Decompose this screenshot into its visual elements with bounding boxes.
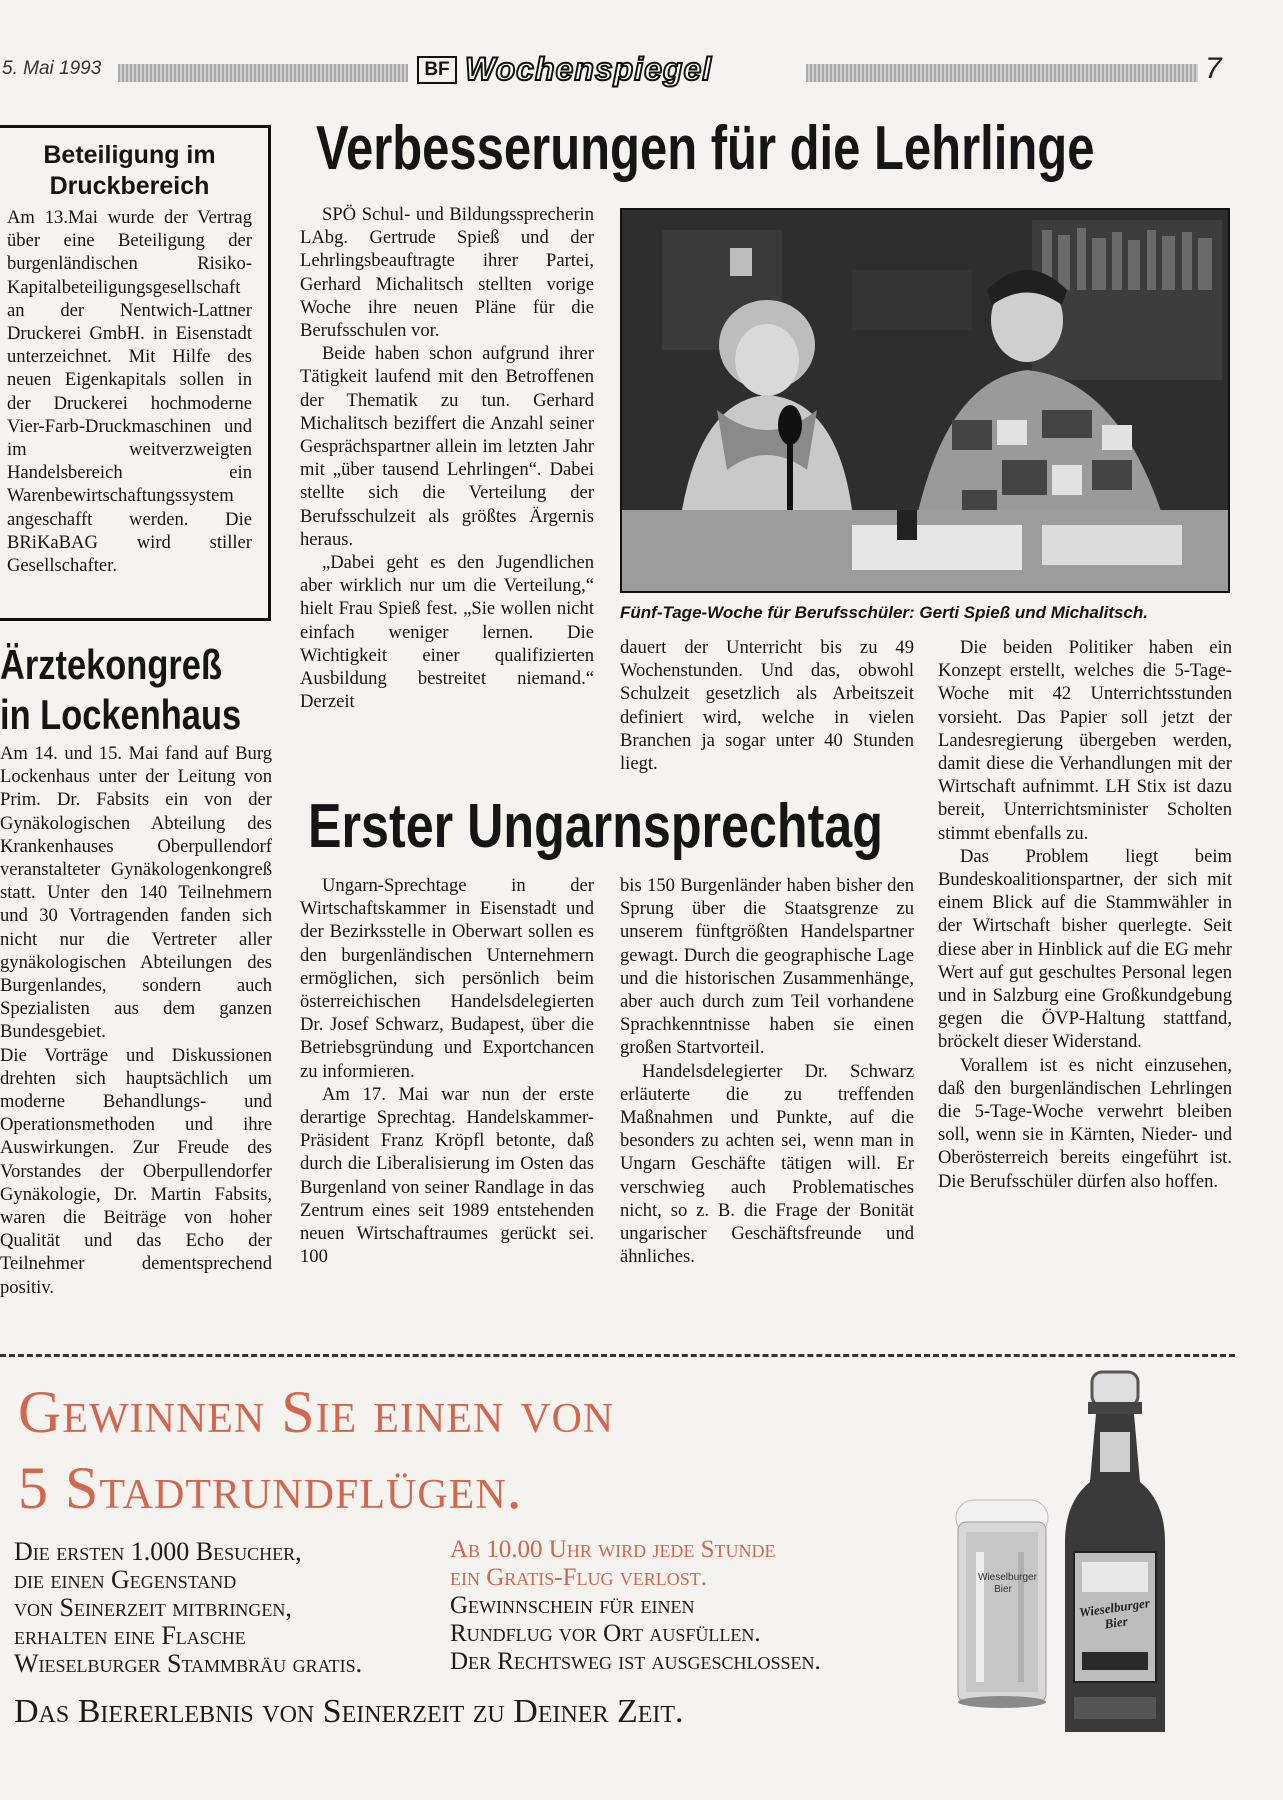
sidebar-article [0,640,277,1340]
logo-text: Wochenspiegel [465,51,713,87]
logo-box: BF [417,56,457,84]
page-number: 7 [1205,52,1222,85]
ad-right-red-line-1: Ab 10.00 Uhr wird jede Stunde [450,1536,776,1563]
logo [417,51,792,87]
main-article-col-3 [938,636,1232,1193]
sidebar-article-body [0,742,272,1299]
second-col2-para-1: bis 150 Burgenländer haben bisher den Sprung über die Staatsgrenze zu unserem fünftgrößten Handelspartner gewagt. Durch die geographische Lage und die historischen Zusammenhänge, aber auch durch zum Teil vorhandene Sprachkenntnisse haben sie einen großen Startvorteil. [620,875,914,1059]
second-col2-para-2: Handelsdelegierter Dr. Schwarz erläuterte die zu treffenden Maßnahmen und Punkte, auf die besonders zu achten sei, wenn man in Ungarn Geschäfte tätigen will. Er verschwieg auch Problematisches nicht, so z. B. die Frage der Bonität ungarischer Geschäftsfreunde und ähnliches. [620,1060,914,1268]
ad-left-line-3: von Seinerzeit mitbringen, [14,1593,292,1622]
sidebar-article-para-1: Am 14. und 15. Mai fand auf Burg Lockenhaus unter der Leitung von Prim. Dr. Fabsits ein von der Gynäkologischen Abteilung des Krankenhauses Oberpullendorf veranstalteter Gynäkologenkongreß statt. Unter den 140 Teilnehmern und 30 Vortragenden fanden sich nicht nur die Vertreter aller gynäkologischen Abteilungen des Burgenlandes, sondern auch Spezialisten aus dem ganzen Bundesgebiet. [0,743,272,1043]
sidebar-box-title: Beteiligung im Druckbereich [43,141,216,200]
sidebar-article-title-line1: Ärztekongreß [0,641,222,688]
main-col1-para-1: SPÖ Schul- und Bildungssprecherin LAbg. Gertrude Spieß und der Lehrlingsbeauftragte ihrer Partei, Gerhard Michalitsch stellten vorige Woche ihre neuen Pläne für die Berufsschulen vor. [300,204,594,342]
main-article-col-2 [620,636,914,775]
ad-right-dark-line-2: Rundflug vor Ort ausfüllen. [450,1620,761,1647]
sidebar-article-title-line2: in Lockenhaus [0,691,242,738]
beer-bottle [1060,1362,1170,1742]
ad-left-line-2: die einen Gegenstand [14,1565,237,1594]
article-photo [620,208,1230,593]
ad-right-dark-line-1: Gewinnschein für einen [450,1592,695,1619]
main-col1-para-2: Beide haben schon aufgrund ihrer Tätigkeit laufend mit den Betroffenen der Thematik zu tun. Gerhard Michalitsch beziffert die Anzahl seiner Gesprächspartner allein im letzten Jahr mit „über tausend Lehrlingen“. Dabei stellte sich die Verteilung der Berufsschulzeit als größtes Ärgernis heraus. [300,343,594,550]
main-headline: Verbesserungen für die Lehrlinge [316,114,1095,183]
header-rule-right [806,64,1198,82]
ad-right-dark-line-3: Der Rechtsweg ist ausgeschlossen. [450,1648,821,1675]
ad-left-line-1: Die ersten 1.000 Besucher, [14,1537,302,1566]
header-rule-left [118,64,408,82]
photo-caption: Fünf-Tage-Woche für Berufsschüler: Gerti Spieß und Michalitsch. [620,603,1148,622]
main-col3-para-1: Die beiden Politiker haben ein Konzept erstellt, welches die 5-Tage-Woche mit 42 Unterrichtsstunden vorsieht. Das Papier soll jetzt der Landesregierung übergeben werden, damit diese die Verhandlungen mit der Wirtschaft aufnimmt. LH Stix ist dazu bereit, Unterrichtsminister Scholten stimmt ebenfalls zu. [938,637,1232,844]
main-col2-para-1: dauert der Unterricht bis zu 49 Wochenstunden. Und das, obwohl Schulzeit gesetzlich als Arbeitszeit definiert wird, welche in vielen Branchen ja sogar unter 40 Stunden liegt. [620,637,914,775]
sidebar-box [0,125,271,621]
sidebar-article-para-2: Die Vorträge und Diskussionen drehten sich hauptsächlich um moderne Behandlungs- und Operationsmethoden und ihre Auswirkungen. Zur Freude des Vorstandes der Oberpullendorfer Gynäkologie, Dr. Martin Fabsits, waren die Beiträge von hoher Qualität und das Echo der Teilnehmer dementsprechend positiv. [0,1044,272,1298]
bottle-label: Wieselburger Bier [1078,1595,1151,1632]
ad-left-line-4: erhalten eine Flasche [14,1621,246,1650]
ad-headline-line-1: Gewinnen Sie einen von [18,1379,615,1445]
second-col1-para-2: Am 17. Mai war nun der erste derartige Sprechtag. Handelskammer-Präsident Franz Kröpfl betonte, daß durch die Liberalisierung im Osten das Burgenland von seiner Randlage in das Zentrum eines seit 1989 entstehenden neuen Wirtschaftraumes gerückt sei. 100 [300,1083,594,1268]
ad-divider [0,1354,1235,1357]
beer-bottle-icon [1060,1362,1170,1742]
main-article-col-1 [300,203,594,713]
main-col3-para-3: Vorallem ist es nicht einzusehen, daß den burgenländischen Lehrlingen die 5-Tage-Woche verwehrt bleiben soll, wenn sie in Kärnten, Nieder- und Oberösterreich bereits eingeführt ist. Die Berufsschüler dürfen also hoffen. [938,1054,1232,1192]
ad-slogan: Das Biererlebnis von Seinerzeit zu Deiner Zeit. [14,1693,684,1730]
ad-right-text [450,1536,920,1676]
second-article-col-1 [300,874,594,1268]
beer-glass [948,1492,1058,1712]
main-col1-para-3: „Dabei geht es den Jugendlichen aber wirklich nur um die Verteilung,“ hielt Frau Spieß fest. „Sie wollen nicht einfach weniger lernen. Die Wichtigkeit einer qualifizierten Ausbildung bestreitet niemand.“ Derzeit [300,552,594,713]
photo-illustration [622,210,1228,591]
beer-glass-icon [948,1492,1058,1712]
advertisement [0,1362,1283,1800]
ad-left-line-5: Wieselburger Stammbräu gratis. [14,1649,363,1678]
second-col1-para-1: Ungarn-Sprechtage in der Wirtschaftskammer in Eisenstadt und der Bezirksstelle in Oberwart sollen es den burgenländischen Unternehmern ermöglichen, sich persönlich beim österreichischen Handelsdelegierten Dr. Josef Schwarz, Budapest, über die Betriebsgründung und Exportchancen zu informieren. [300,875,594,1082]
main-col3-para-2: Das Problem liegt beim Bundeskoalitionspartner, der sich mit einem Blick auf die Stammwähler in der Wirtschaft bisher querlegte. Seit diese aber in Hinblick auf die EG mehr Wert auf gut geschultes Personal legen und in Salzburg eine Großkundgebung gegen die ÖVP-Haltung stattfand, bröckelt dieser Widerstand. [938,845,1232,1053]
second-article-col-2 [620,874,914,1268]
ad-headline-line-2: 5 Stadtrundflügen. [18,1455,523,1521]
ad-left-text [14,1538,444,1678]
ad-right-red-line-2: ein Gratis-Flug verlost. [450,1564,708,1591]
second-headline: Erster Ungarnsprechtag [308,792,883,861]
glass-label: Wieselburger Bier [978,1572,1037,1595]
issue-date: 5. Mai 1993 [2,58,102,79]
sidebar-box-text: Am 13.Mai wurde der Vertrag über eine Beteiligung der burgenländischen Risiko-Kapitalbeteiligungsgesellschaft an der Nentwich-Lattner Druckerei GmbH. in Eisenstadt unterzeichnet. Mit Hilfe des neuen Eigenkapitals sollen in der Druckerei hochmoderne Vier-Farb-Druckmaschinen und im weitverzweigten Handelsbereich ein Warenbewirtschaftungssystem angeschafft werden. Die BRiKaBAG wird stiller Gesellschafter. [7,207,252,577]
page-header [0,52,1283,92]
